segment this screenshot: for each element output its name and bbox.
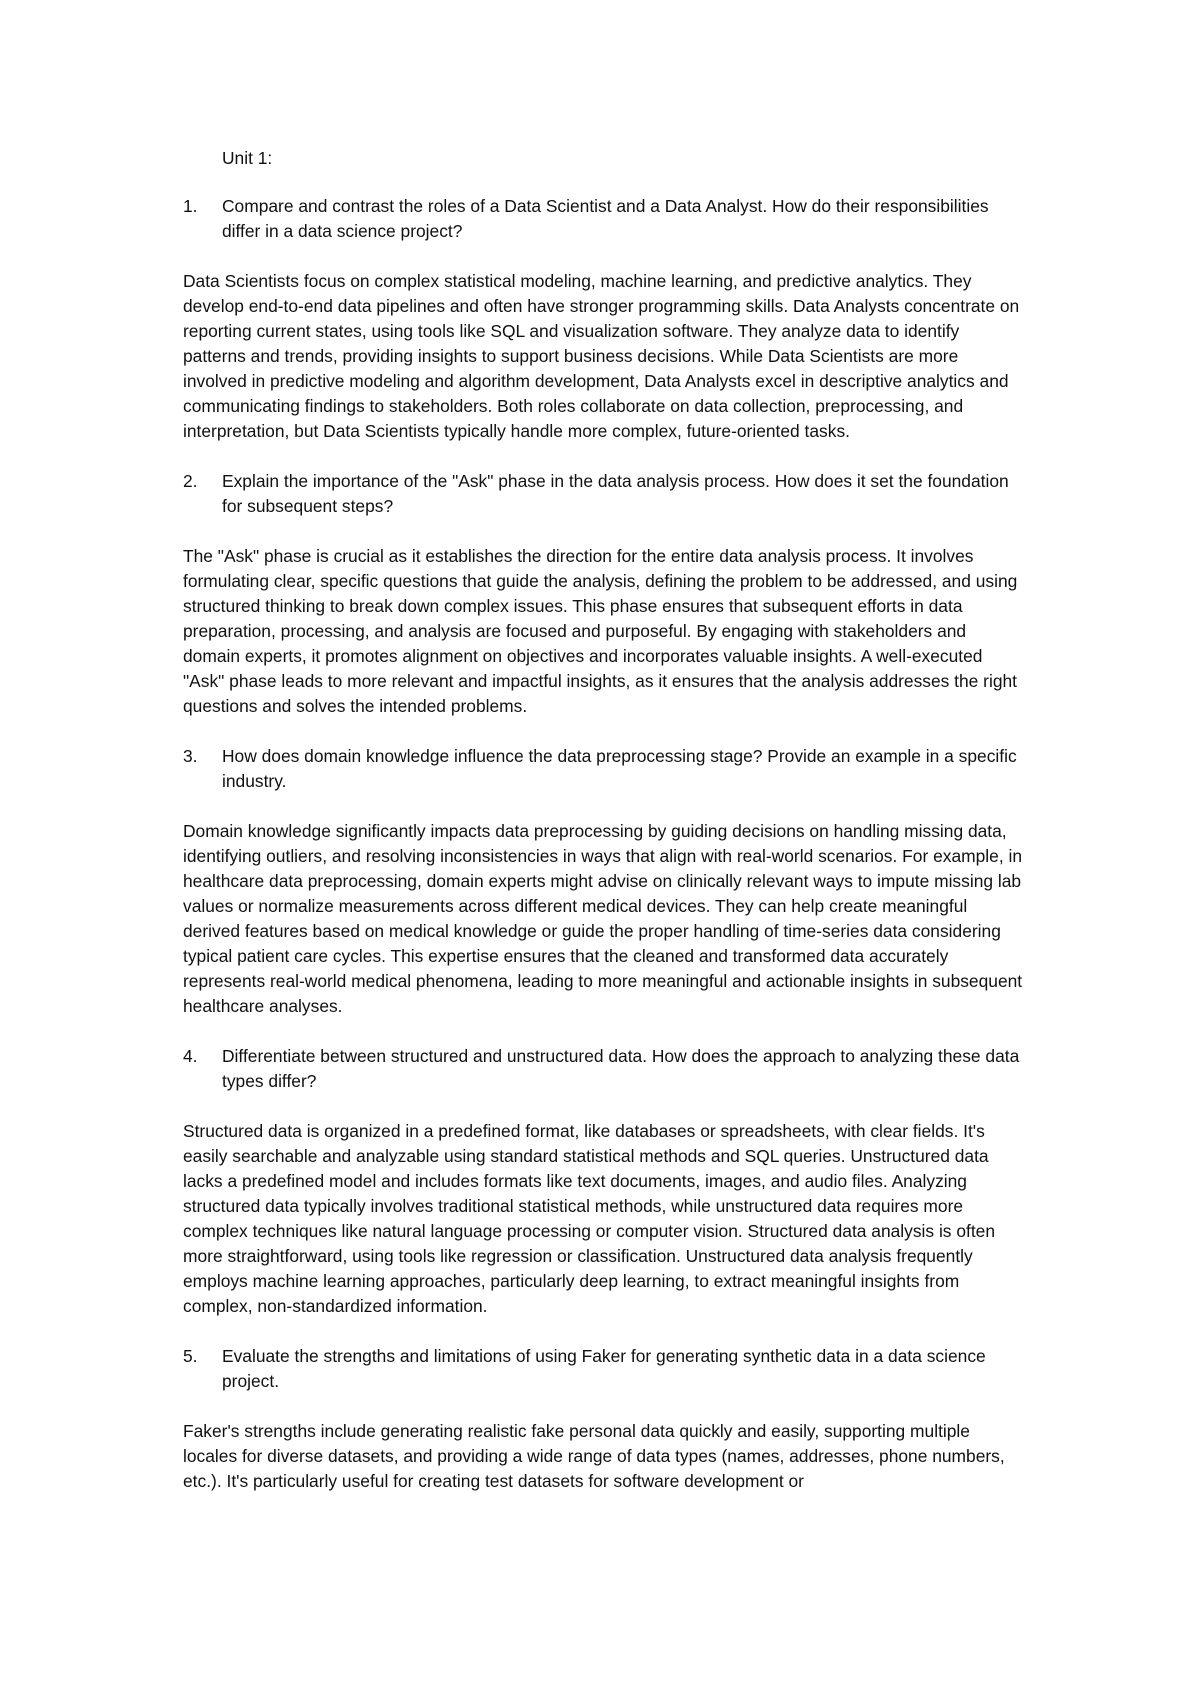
question-5 xyxy=(183,1344,1023,1394)
question-2 xyxy=(183,469,1023,519)
answer-3: Domain knowledge significantly impacts data preprocessing by guiding decisions on handling missing data, identifying outliers, and resolving inconsistencies in ways that align with real-world scenarios. For example, in healthcare data preprocessing, domain experts might advise on clinically relevant ways to impute missing lab values or normalize measurements across different medical devices. They can help create meaningful derived features based on medical knowledge or guide the proper handling of time-series data considering typical patient care cycles. This expertise ensures that the cleaned and transformed data accurately represents real-world medical phenomena, leading to more meaningful and actionable insights in subsequent healthcare analyses. xyxy=(183,821,1023,1016)
question-text: Evaluate the strengths and limitations of using Faker for generating synthetic data in a data science project. xyxy=(222,1346,986,1391)
answer-4: Structured data is organized in a predefined format, like databases or spreadsheets, with clear fields. It's easily searchable and analyzable using standard statistical methods and SQL queries. Unstructured data lacks a predefined model and includes formats like text documents, images, and audio files. Analyzing structured data typically involves traditional statistical methods, while unstructured data requires more complex techniques like natural language processing or computer vision. Structured data analysis is often more straightforward, using tools like regression or classification. Unstructured data analysis frequently employs machine learning approaches, particularly deep learning, to extract meaningful insights from complex, non-standardized information. xyxy=(183,1121,996,1316)
question-text: Differentiate between structured and unstructured data. How does the approach to analyzing these data types differ? xyxy=(222,1046,1020,1091)
question-number: 4. xyxy=(183,1046,198,1066)
question-text: Explain the importance of the "Ask" phase in the data analysis process. How does it set the foundation for subsequent steps? xyxy=(222,471,1009,516)
unit-heading: Unit 1: xyxy=(222,148,273,168)
question-text: Compare and contrast the roles of a Data Scientist and a Data Analyst. How do their responsibilities differ in a data science project? xyxy=(222,196,989,241)
document-body xyxy=(183,146,1023,1519)
question-text: How does domain knowledge influence the data preprocessing stage? Provide an example in a specific industry. xyxy=(222,746,1017,791)
answer-2: The "Ask" phase is crucial as it establishes the direction for the entire data analysis process. It involves formulating clear, specific questions that guide the analysis, defining the problem to be addressed, and using structured thinking to break down complex issues. This phase ensures that subsequent efforts in data preparation, processing, and analysis are focused and purposeful. By engaging with stakeholders and domain experts, it promotes alignment on objectives and incorporates valuable insights. A well-executed "Ask" phase leads to more relevant and impactful insights, as it ensures that the analysis addresses the right questions and solves the intended problems. xyxy=(183,546,1018,716)
question-number: 5. xyxy=(183,1346,198,1366)
answer-5: Faker's strengths include generating realistic fake personal data quickly and easily, supporting multiple locales for diverse datasets, and providing a wide range of data types (names, addresses, phone numbers, etc.). It's particularly useful for creating test datasets for software development or xyxy=(183,1421,1005,1491)
question-number: 1. xyxy=(183,196,198,216)
question-3 xyxy=(183,744,1023,794)
answer-1: Data Scientists focus on complex statistical modeling, machine learning, and predictive analytics. They develop end-to-end data pipelines and often have stronger programming skills. Data Analysts concentrate on reporting current states, using tools like SQL and visualization software. They analyze data to identify patterns and trends, providing insights to support business decisions. While Data Scientists are more involved in predictive modeling and algorithm development, Data Analysts excel in descriptive analytics and communicating findings to stakeholders. Both roles collaborate on data collection, preprocessing, and interpretation, but Data Scientists typically handle more complex, future-oriented tasks. xyxy=(183,271,1020,441)
question-4 xyxy=(183,1044,1023,1094)
question-number: 2. xyxy=(183,471,198,491)
question-1 xyxy=(183,194,1023,244)
question-number: 3. xyxy=(183,746,198,766)
